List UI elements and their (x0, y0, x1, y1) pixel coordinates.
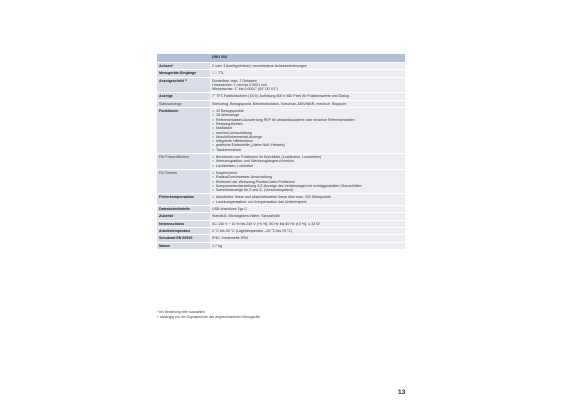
bullet-list (212, 155, 403, 168)
list-item: • Werkzeugradius- und Werkzeuglängen-Korrektur (216, 159, 403, 163)
row-value: 1,7 kg (210, 242, 405, 249)
row-value (210, 194, 405, 206)
row-value: USB Anschluss Typ C (210, 206, 405, 213)
row-label: Fehlerkompensation (157, 194, 210, 206)
table-row (157, 63, 405, 70)
list-item: • Lochkreisen, Lochreise (216, 164, 403, 168)
list-item: • 16 Werkzeuge (216, 113, 403, 117)
row-label: Für Fräsen/Bohren (157, 154, 210, 170)
table-row (157, 235, 405, 242)
bullet-list (212, 109, 403, 152)
list-item: • Referenzmarken-Auswertung REF für abstandscodierte oder einzelne Referenzmarken (216, 118, 403, 122)
value-line: Einstellbar, max. 7 Dekaden (212, 78, 257, 83)
row-label: Netzanschluss (157, 220, 210, 227)
row-label: Anzeige (157, 93, 210, 100)
list-item: • grafische Einfahrhilfe („Nahe Null“-Hinweis) (216, 143, 403, 147)
table-row (157, 206, 405, 213)
row-label: Schutzart EN 60529 (157, 235, 210, 242)
row-label: Für Drehen (157, 169, 210, 193)
row-value: AC 100 V ~ 10 % bis 240 V (+5 %), 50 Hz bis 60 Hz (±3 %), ≤ 33 W (210, 220, 405, 227)
list-item: • Achsfehler: linear und abschnittsweise linear über max. 200 Stützpunkte (216, 195, 403, 199)
table-row (157, 242, 405, 249)
list-item: • Komponentendarstellung X/Z-Anzeige des Verfahrweges bei schräggestellten Oberschlitten (216, 184, 403, 188)
table-row (157, 154, 405, 170)
row-value: Standfuß, Montagearm-Halter, Schutzhülle (210, 213, 405, 220)
list-item: • Taschenrechner (216, 148, 403, 152)
row-label: Anzeigeschritt ¹⁾ (157, 77, 210, 93)
table-row (157, 213, 405, 220)
table-row (157, 227, 405, 234)
table-row (157, 100, 405, 107)
row-value (210, 77, 405, 93)
list-item: • Absolut/Inkremental-Anzeige (216, 135, 403, 139)
bullet-list (212, 195, 403, 204)
list-item: • Berechnen von Positionen für Bohrbilder (Lochkreise, Lochreihen) (216, 155, 403, 159)
row-label: Statusanzeige (157, 100, 210, 107)
value-line: Linearachse: 1 mm bis 0,0001 mm (212, 82, 268, 87)
footnotes (157, 310, 407, 319)
row-value: 7" TFT-Farbbildschirm (15:9), Auflösung 800 x 480 Pixel für Positionswerte und Dialog (210, 93, 405, 100)
row-label: Achsen* (157, 63, 210, 70)
row-label: Zubehör (157, 213, 210, 220)
row-value (210, 169, 405, 193)
row-value: 2 oder 3 (konfigurierbar); verschiedene Achsbezeichnungen (210, 63, 405, 70)
table-row (157, 93, 405, 100)
header-label-cell (157, 54, 210, 63)
row-value: 0 °C bis 45 °C (Lagertemperatur –20 °C bis 70 °C) (210, 227, 405, 234)
table-row (157, 169, 405, 193)
page-number: 13 (398, 389, 406, 396)
row-label: Datenschnittstelle (157, 206, 210, 213)
table-header-row (157, 54, 405, 63)
footnote-selection: * bei Bestellung bitte auswählen (157, 310, 206, 314)
list-item: • integrierte Hilfefunktion (216, 139, 403, 143)
value-line: Winkelachse: 1° bis 0,0001° (00° 00' 01'') (212, 87, 278, 92)
table-row (157, 77, 405, 93)
row-label: Funktionen (157, 108, 210, 154)
row-value: IP40, Vorderseite IP54 (210, 235, 405, 242)
row-label: Arbeitstemperatur (157, 227, 210, 234)
list-item: • Radius/Durchmesser-Umschaltung (216, 175, 403, 179)
list-item: • Restweg-Betrieb (216, 122, 403, 126)
table-row (157, 108, 405, 154)
list-item: • Maßfaktor (216, 126, 403, 130)
table-row (157, 70, 405, 77)
row-value (210, 108, 405, 154)
list-item: • Einfrieren der Werkzeug-Position beim Freifahren (216, 180, 403, 184)
list-item: • Summieranzeige für Z und Z₀ (Vorschubsystem) (216, 188, 403, 192)
header-model-cell: DRO 203 (210, 54, 405, 63)
list-item: • Kegelrechner (216, 171, 403, 175)
list-item: • 10 Bezugspunkte (216, 109, 403, 113)
row-value: Werkzeug, Bezugspunkt, Betriebsfunktion, Vorschub, ABS/INKR, mm/inch, Stoppuhr (210, 100, 405, 107)
list-item: • mm/inch-Umschaltung (216, 131, 403, 135)
bullet-list (212, 171, 403, 192)
spec-table (157, 54, 405, 250)
row-value (210, 154, 405, 170)
spec-table-body (157, 54, 405, 249)
row-label: Messgeräte-Eingänge (157, 70, 210, 77)
table-row (157, 194, 405, 206)
list-item: • Losekompensation: zur Kompensation des Umkehrspiels (216, 200, 403, 204)
row-value: ⎍⎍ TTL (210, 70, 405, 77)
table-row (157, 220, 405, 227)
row-label: Masse (157, 242, 210, 249)
footnote-signal-period: ¹⁾ abhängig von der Signalperiode des angeschlossenen Messgeräts (157, 314, 260, 319)
